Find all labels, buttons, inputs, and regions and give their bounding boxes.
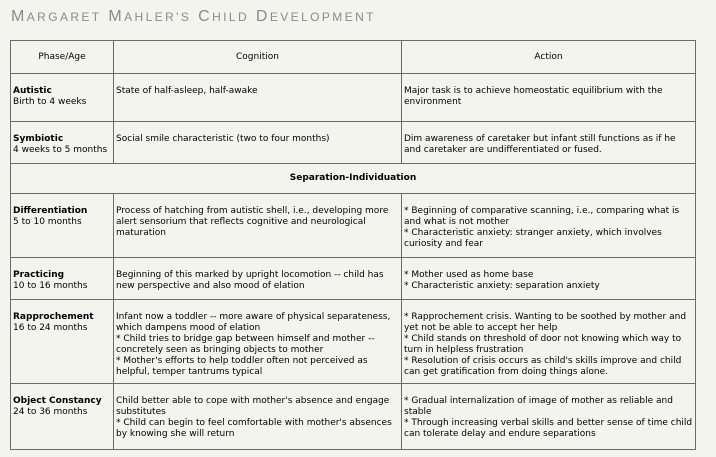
table-row: [11, 384, 696, 450]
action-cell: [402, 384, 696, 450]
cognition-cell: [114, 384, 402, 450]
table-row: [11, 194, 696, 258]
action-cell: [402, 258, 696, 300]
title-word: MAHLER'S: [108, 8, 192, 25]
separator-label: Separation-Individuation: [11, 164, 696, 194]
separator-row: [11, 164, 696, 194]
cell-line: * Rapprochement crisis. Wanting to be soothed by mother and yet not be able to accept her help: [404, 312, 687, 333]
phase-age: 5 to 10 months: [13, 217, 82, 227]
phase-age: 10 to 16 months: [13, 281, 88, 291]
page-title: [11, 8, 376, 26]
action-cell: [402, 194, 696, 258]
phase-age: 16 to 24 months: [13, 323, 88, 333]
cell-line: Infant now a toddler -- more aware of physical separateness, which dampens mood of elation: [116, 312, 391, 333]
action-cell: [402, 122, 696, 164]
phase-cell: [11, 74, 114, 122]
title-word: DEVELOPMENT: [255, 8, 376, 25]
header-row: [11, 41, 696, 74]
cell-line: * Through increasing verbal skills and better sense of time child can tolerate delay and endure separations: [404, 418, 693, 439]
cell-line: Process of hatching from autistic shell, i.e., developing more alert sensorium that reflects cognitive and neurological maturation: [116, 206, 389, 238]
phase-name: Symbiotic: [13, 134, 64, 144]
cell-line: * Mother's efforts to help toddler often not perceived as helpful, temper tantrums typical: [116, 356, 368, 377]
phase-name: Practicing: [13, 270, 65, 280]
title-word: MARGARET: [11, 8, 102, 25]
cell-line: Major task is to achieve homeostatic equilibrium with the environment: [404, 86, 663, 107]
phase-name: Autistic: [13, 86, 52, 96]
phase-cell: [11, 194, 114, 258]
cell-line: * Resolution of crisis occurs as child's skills improve and child can get gratification from doing things alone.: [404, 356, 682, 377]
table-row: [11, 258, 696, 300]
cell-line: Social smile characteristic (two to four months): [116, 134, 330, 144]
cell-line: * Characteristic anxiety: separation anxiety: [404, 281, 600, 291]
cognition-cell: [114, 258, 402, 300]
cell-line: * Mother used as home base: [404, 270, 534, 280]
header-cognition: Cognition: [114, 41, 402, 74]
development-table: [10, 40, 696, 450]
cell-line: * Beginning of comparative scanning, i.e., comparing what is and what is not mother: [404, 206, 680, 227]
header-phase: Phase/Age: [11, 41, 114, 74]
phase-name: Object Constancy: [13, 396, 102, 406]
action-cell: [402, 300, 696, 384]
cell-line: Beginning of this marked by upright locomotion -- child has new perspective and also mood of elation: [116, 270, 384, 291]
phase-cell: [11, 300, 114, 384]
cognition-cell: [114, 194, 402, 258]
cell-line: * Child stands on threshold of door not knowing which way to turn in helpless frustration: [404, 334, 682, 355]
phase-cell: [11, 384, 114, 450]
cognition-cell: [114, 122, 402, 164]
phase-age: Birth to 4 weeks: [13, 97, 87, 107]
cell-line: Dim awareness of caretaker but infant still functions as if he and caretaker are undifferentiated or fused.: [404, 134, 676, 155]
cognition-cell: [114, 300, 402, 384]
cell-line: * Child tries to bridge gap between himself and mother -- concretely seen as bringing objects to mother: [116, 334, 375, 355]
cognition-cell: [114, 74, 402, 122]
table-row: [11, 122, 696, 164]
table-row: [11, 74, 696, 122]
cell-line: State of half-asleep, half-awake: [116, 86, 258, 96]
phase-age: 4 weeks to 5 months: [13, 145, 108, 155]
cell-line: * Gradual internalization of image of mother as reliable and stable: [404, 396, 673, 417]
phase-cell: [11, 258, 114, 300]
cell-line: * Characteristic anxiety: stranger anxiety, which involves curiosity and fear: [404, 228, 662, 249]
cell-line: Child better able to cope with mother's absence and engage substitutes: [116, 396, 390, 417]
phase-cell: [11, 122, 114, 164]
action-cell: [402, 74, 696, 122]
cell-line: * Child can begin to feel comfortable with mother's absences by knowing she will return: [116, 418, 392, 439]
phase-name: Rapprochement: [13, 312, 94, 322]
phase-age: 24 to 36 months: [13, 407, 88, 417]
table-row: [11, 300, 696, 384]
header-action: Action: [402, 41, 696, 74]
title-word: CHILD: [198, 8, 250, 25]
phase-name: Differentiation: [13, 206, 88, 216]
